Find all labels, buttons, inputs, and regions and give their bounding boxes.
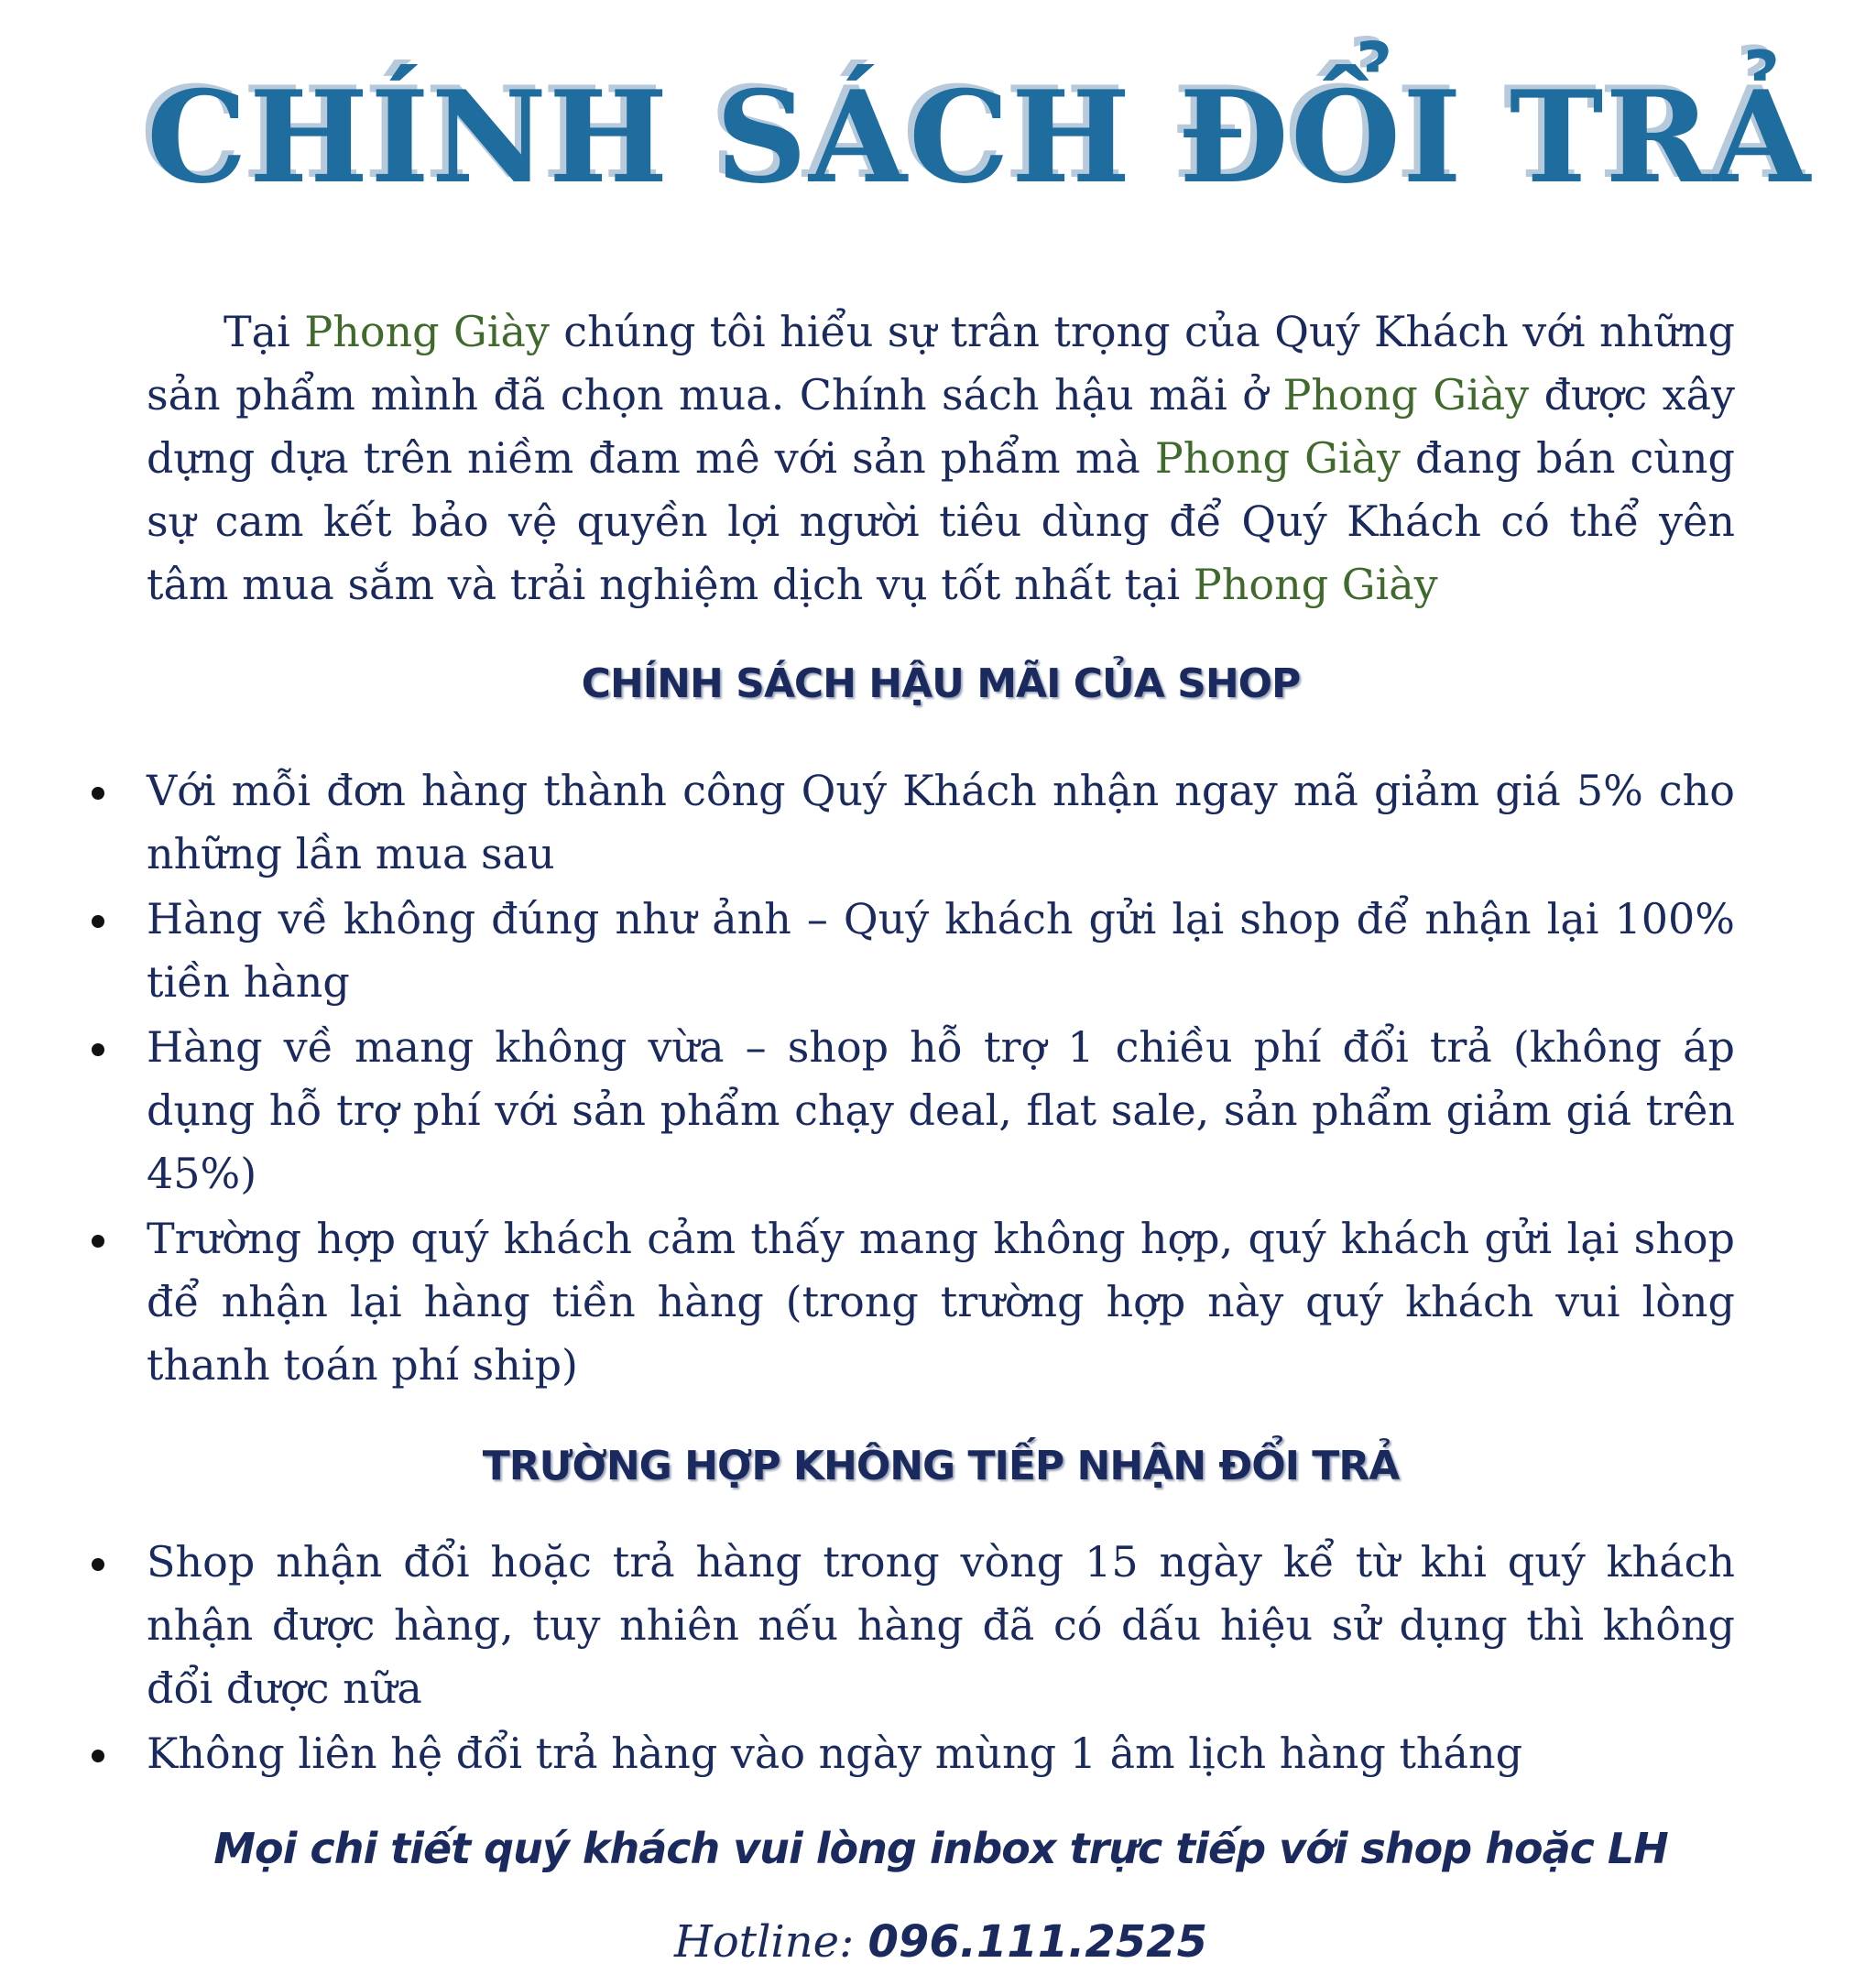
bullet-icon (92, 1235, 104, 1248)
no-return-heading: TRƯỜNG HỢP KHÔNG TIẾP NHẬN ĐỔI TRẢ (482, 1443, 1400, 1489)
list-item (147, 1722, 1735, 1785)
list-item-text: Hàng về không đúng như ảnh – Quý khách gửi lại shop để nhận lại 100% tiền hàng (147, 894, 1735, 1007)
intro-text: đang bán cùng sự cam kết bảo vệ quyền lợi người tiêu dùng để Quý Khách có thể yên tâm mua sắm và trải nghiệm dịch vụ tốt nhất tại (147, 433, 1736, 609)
list-item (147, 888, 1735, 1014)
bullet-icon (92, 1043, 104, 1056)
brand-name: Phong Giày (304, 307, 550, 356)
after-sales-heading: CHÍNH SÁCH HẬU MÃI CỦA SHOP (581, 660, 1301, 707)
intro-paragraph (147, 300, 1735, 616)
list-item-text: Không liên hệ đổi trả hàng vào ngày mùng 1 âm lịch hàng tháng (147, 1729, 1523, 1778)
hotline-label: Hotline: (674, 1916, 868, 1968)
list-item (147, 1016, 1735, 1205)
list-item (147, 1531, 1735, 1720)
bullet-icon (92, 1558, 104, 1571)
bullet-icon (92, 915, 104, 928)
no-return-list (147, 1531, 1735, 1785)
list-item-text: Trường hợp quý khách cảm thấy mang không hợp, quý khách gửi lại shop để nhận lại hàng tiền hàng (trong trường hợp này quý khách vui lòng thanh toán phí ship) (147, 1214, 1735, 1390)
list-item-text: Với mỗi đơn hàng thành công Quý Khách nhận ngay mã giảm giá 5% cho những lần mua sau (147, 766, 1735, 878)
brand-name: Phong Giày (1282, 370, 1530, 420)
page-title: CHÍNH SÁCH ĐỔI TRẢ (147, 62, 1813, 212)
hotline-number: 096.111.2525 (867, 1916, 1207, 1968)
brand-name: Phong Giày (1154, 433, 1402, 483)
bullet-icon (92, 1750, 104, 1762)
bullet-icon (92, 787, 104, 800)
intro-text: được xây dựng dựa trên niềm đam mê với sản phẩm mà (147, 370, 1735, 483)
list-item-text: Hàng về mang không vừa – shop hỗ trợ 1 chiều phí đổi trả (không áp dụng hỗ trợ phí với sản phẩm chạy deal, flat sale, sản phẩm giảm giá trên 45%) (147, 1022, 1735, 1198)
list-item-text: Shop nhận đổi hoặc trả hàng trong vòng 15 ngày kể từ khi quý khách nhận được hàng, tuy nhiên nếu hàng đã có dấu hiệu sử dụng thì không đổi được nữa (147, 1537, 1735, 1713)
brand-name: Phong Giày (1193, 560, 1438, 609)
after-sales-list (147, 759, 1735, 1397)
closing-note: Mọi chi tiết quý khách vui lòng inbox trực tiếp với shop hoặc LH (213, 1824, 1668, 1873)
intro-text: Tại (224, 307, 305, 356)
intro-text: chúng tôi hiểu sự trân trọng của Quý Khách với những sản phẩm mình đã chọn mua. Chính sách hậu mãi ở (147, 307, 1736, 420)
hotline (147, 1910, 1735, 1974)
list-item (147, 1207, 1735, 1397)
list-item (147, 759, 1735, 886)
